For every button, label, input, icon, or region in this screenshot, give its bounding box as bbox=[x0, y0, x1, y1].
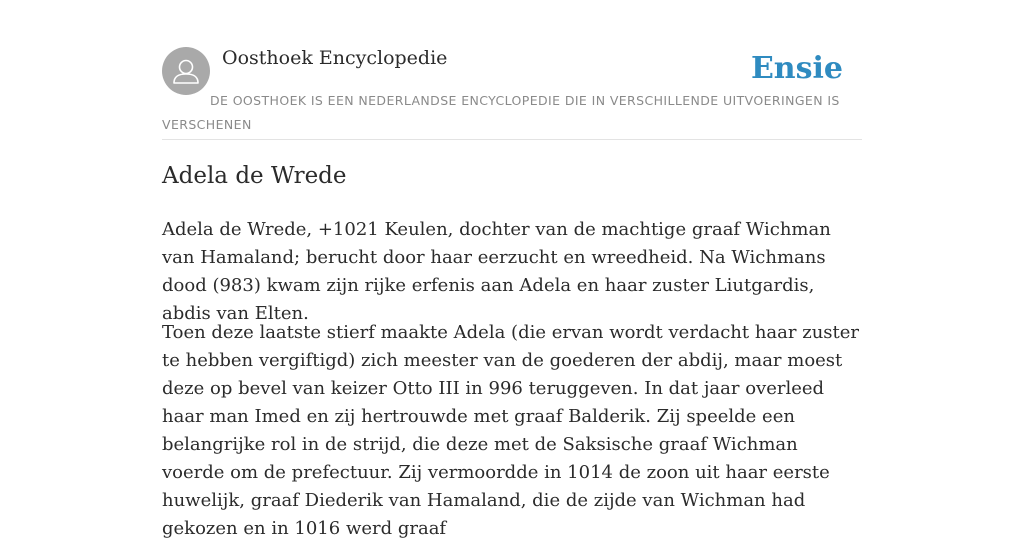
header bbox=[162, 0, 862, 140]
user-silhouette-icon bbox=[162, 47, 210, 95]
article-paragraph-1: Adela de Wrede, +1021 Keulen, dochter van de machtige graaf Wichman van Hamaland; berucht door haar eerzucht en wreedheid. Na Wichmans dood (983) kwam zijn rijke erfenis aan Adela en haar zuster Liutgardis, abdis van Elten. bbox=[162, 219, 831, 324]
site-name-link[interactable]: Oosthoek Encyclopedie bbox=[222, 47, 448, 69]
article-title: Adela de Wrede bbox=[162, 163, 347, 189]
brand-logo-link[interactable]: Ensie bbox=[750, 51, 843, 86]
user-avatar-icon[interactable] bbox=[162, 47, 210, 95]
article-paragraph-2: Toen deze laatste stierf maakte Adela (die ervan wordt verdacht haar zuster te hebben vergiftigd) zich meester van de goederen der abdij, maar moest deze op bevel van keizer Otto III in 996 teruggeven. In dat jaar overleed haar man Imed en zij hertrouwde met graaf Balderik. Zij speelde een belangrijke rol in de strijd, die deze met de Saksische graaf Wichman voerde om de prefectuur. Zij vermoordde in 1014 de zoon uit haar eerste huwelijk, graaf Diederik van Hamaland, die de zijde van Wichman had gekozen en in 1016 werd graaf bbox=[162, 322, 860, 539]
page-container bbox=[162, 0, 862, 539]
site-tagline: DE OOSTHOEK IS EEN NEDERLANDSE ENCYCLOPEDIE DIE IN VERSCHILLENDE UITVOERINGEN IS VERSCHENEN bbox=[162, 93, 840, 132]
